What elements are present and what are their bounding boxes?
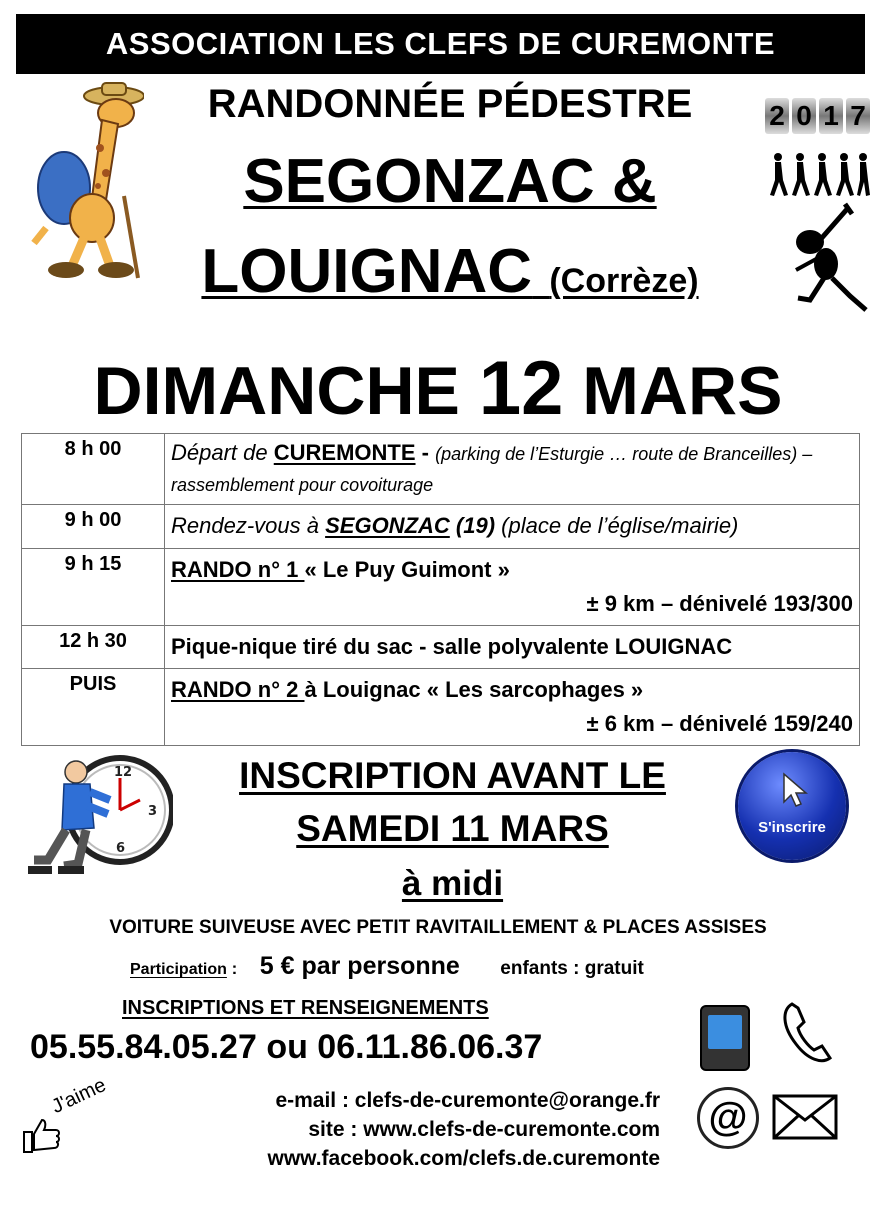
table-row	[22, 626, 860, 669]
schedule-time: 12 h 30	[22, 626, 165, 669]
contact-links	[200, 1086, 660, 1173]
schedule-time: 9 h 00	[22, 505, 165, 549]
schedule-time: 8 h 00	[22, 434, 165, 505]
schedule-table	[21, 433, 860, 746]
schedule-description	[165, 505, 860, 549]
event-location-1	[150, 146, 750, 217]
at-sign-icon: @	[697, 1087, 759, 1149]
inscription-deadline-date: SAMEDI 11 MARS	[296, 808, 609, 849]
participation-label: Participation	[130, 961, 227, 978]
signup-button-label: S'inscrire	[758, 819, 826, 836]
year-digit: 7	[846, 98, 870, 134]
rando-name: « Le Puy Guimont »	[304, 557, 510, 582]
hikers-silhouettes-icon	[770, 150, 870, 200]
year-counter	[765, 98, 870, 134]
inscription-line-1	[160, 755, 745, 797]
contact-email[interactable]: e-mail : clefs-de-curemonte@orange.fr	[275, 1089, 660, 1112]
envelope-icon	[772, 1094, 838, 1140]
schedule-description	[165, 549, 860, 626]
event-location-2	[100, 236, 800, 307]
schedule-dash: -	[415, 440, 429, 465]
contact-facebook[interactable]: www.facebook.com/clefs.de.curemonte	[267, 1147, 660, 1170]
year-digit: 1	[819, 98, 843, 134]
cursor-icon	[780, 772, 810, 808]
like-badge[interactable]	[22, 1073, 132, 1160]
stick-figure-icon	[790, 200, 870, 320]
year-digit: 2	[765, 98, 789, 134]
table-row	[22, 434, 860, 505]
louignac-title: LOUIGNAC	[201, 237, 533, 306]
date-day: DIMANCHE	[93, 353, 460, 429]
date-month: MARS	[582, 353, 783, 429]
rando-line	[171, 553, 853, 587]
svg-text:3: 3	[148, 804, 158, 819]
rando-detail: ± 9 km – dénivelé 193/300	[586, 591, 853, 616]
segonzac-title: SEGONZAC &	[243, 147, 657, 216]
association-banner	[16, 14, 865, 74]
schedule-time: PUIS	[22, 669, 165, 746]
participation-line	[130, 952, 850, 981]
schedule-dept: (19)	[455, 513, 496, 538]
schedule-description	[165, 669, 860, 746]
rando-number: RANDO n° 2	[171, 677, 305, 702]
year-digit: 0	[792, 98, 816, 134]
date-number: 12	[478, 346, 564, 431]
inscription-line-3	[160, 864, 745, 904]
contact-site[interactable]: site : www.clefs-de-curemonte.com	[308, 1118, 660, 1141]
participation-colon: :	[226, 959, 238, 978]
schedule-description	[165, 434, 860, 505]
rando-number: RANDO n° 1	[171, 557, 305, 582]
contact-heading-text: INSCRIPTIONS ET RENSEIGNEMENTS	[122, 997, 489, 1019]
schedule-place: CUREMONTE	[273, 440, 416, 465]
vehicle-info: VOITURE SUIVEUSE AVEC PETIT RAVITAILLEMENT & PLACES ASSISES	[109, 917, 767, 938]
schedule-prefix: Départ de	[171, 440, 268, 465]
like-label: J'aime	[48, 1073, 110, 1119]
association-name: ASSOCIATION LES CLEFS DE CUREMONTE	[105, 26, 776, 61]
signup-button[interactable]	[738, 752, 846, 860]
table-row	[22, 549, 860, 626]
contact-phones: 05.55.84.05.27 ou 06.11.86.06.37	[30, 1028, 543, 1066]
mobile-phone-icon	[700, 1005, 750, 1071]
clock-pusher-illustration	[28, 748, 173, 878]
svg-text:12: 12	[114, 765, 133, 780]
table-row	[22, 505, 860, 549]
event-type: RANDONNÉE PÉDESTRE	[207, 82, 693, 126]
inscription-line-2	[160, 808, 745, 850]
schedule-place: SEGONZAC	[325, 513, 450, 538]
schedule-note: (place de l’église/mairie)	[501, 513, 739, 538]
thumbs-up-icon	[22, 1118, 62, 1154]
schedule-text: Pique-nique tiré du sac - salle polyvalente LOUIGNAC	[165, 626, 860, 669]
contact-heading	[122, 997, 489, 1020]
event-date	[0, 345, 876, 432]
schedule-time: 9 h 15	[22, 549, 165, 626]
region: (Corrèze)	[549, 262, 699, 300]
telephone-handset-icon	[778, 1000, 834, 1066]
participation-price: 5 € par personne	[259, 952, 460, 980]
inscription-deadline-text: INSCRIPTION AVANT LE	[239, 755, 666, 796]
rando-line	[171, 673, 853, 707]
louignac-title-group	[201, 237, 698, 306]
schedule-prefix: Rendez-vous à	[171, 513, 319, 538]
svg-text:6: 6	[116, 841, 126, 856]
inscription-deadline-time: à midi	[401, 864, 504, 903]
schedule-note: (parking de l’Esturgie … route de Branceilles) – rassemblement pour covoiturage	[171, 444, 813, 495]
rando-detail: ± 6 km – dénivelé 159/240	[586, 711, 853, 736]
table-row	[22, 669, 860, 746]
participation-children: enfants : gratuit	[500, 958, 644, 979]
rando-name: à Louignac « Les sarcophages »	[304, 677, 644, 702]
